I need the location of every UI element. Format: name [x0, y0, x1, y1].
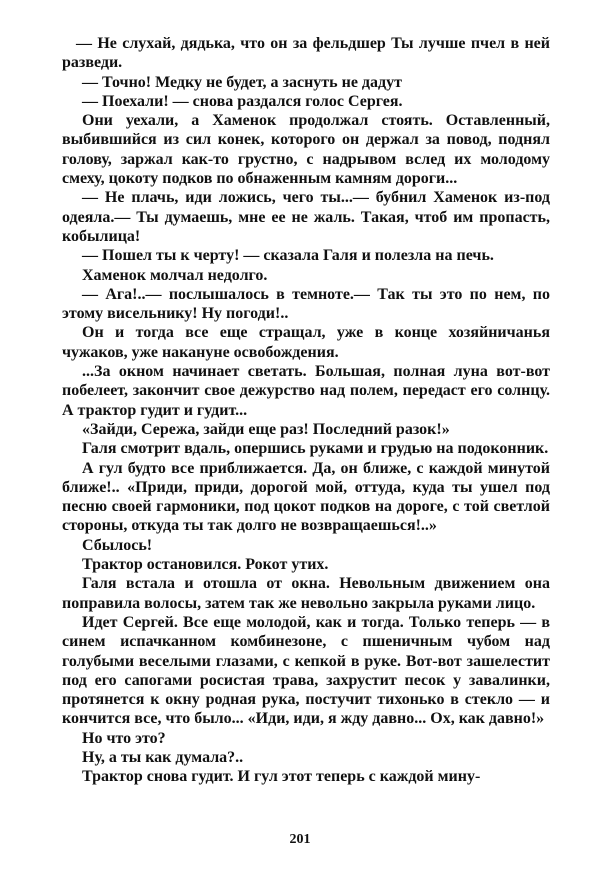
- paragraph: — Пошел ты к черту! — сказала Галя и полезла на печь.: [82, 247, 494, 265]
- paragraph: Галя встала и отошла от окна. Невольным движением она поправила волосы, затем так же невольно закрыла руками лицо.: [62, 575, 550, 612]
- paragraph: — Поехали! — снова раздался голос Сергея.: [82, 92, 403, 110]
- paragraph: Но что это?: [82, 729, 166, 747]
- paragraph: — Точно! Медку не будет, а заснуть не дадут: [82, 73, 402, 91]
- paragraph: Они уехали, а Хаменок продолжал стоять. Оставленный, выбившийся из сил конек, которого он держал за повод, поднял голову, заржал как-то грустно, с надрывом вслед их молодому смеху, цокоту подков по обнаженным камням дороги...: [62, 112, 550, 188]
- paragraph: — Не плачь, иди ложись, чего ты...— бубнил Хаменок из-под одеяла.— Ты думаешь, мне ее не жаль. Такая, чтоб им пропасть, кобылица!: [62, 189, 550, 245]
- paragraph: Хаменок молчал недолго.: [82, 266, 268, 284]
- paragraph: Ну, а ты как думала?..: [82, 748, 244, 766]
- page-number: 201: [289, 832, 311, 847]
- paragraph: Галя смотрит вдаль, опершись руками и грудью на подоконник.: [82, 440, 549, 458]
- paragraph: Он и тогда все еще стращал, уже в конце хозяйничанья чужаков, уже накануне освобождения.: [62, 324, 550, 361]
- paragraph: «Зайди, Сережа, зайди еще раз! Последний разок!»: [82, 420, 450, 438]
- paragraph: Идет Сергей. Все еще молодой, как и тогда. Только теперь — в синем испачканном комбинезоне, с пшеничным чубом над голубыми веселыми глазами, с кепкой в руке. Вот-вот зашелестит под его сапогами росистая трава, захрустит песок у завалинки, протянется к окну родная рука, постучит тихонько в стекло — и кончится все, что было... «Иди, иди, я жду давно... Ох, как давно!»: [62, 613, 550, 728]
- paragraph: Сбылось!: [82, 536, 153, 554]
- paragraph: — Ага!..— послышалось в темноте.— Так ты это по нем, по этому висельнику! Ну погоди!..: [62, 285, 550, 323]
- paragraph: Трактор снова гудит. И гул этот теперь с каждой мину-: [82, 768, 481, 786]
- page-body: [62, 34, 550, 787]
- paragraph: Трактор остановился. Рокот утих.: [82, 556, 329, 574]
- paragraph: А гул будто все приближается. Да, он ближе, с каждой минутой ближе!.. «Приди, приди, дорогой мой, оттуда, куда ты ушел под песню своей гармоники, под цокот подков на дороге, с той светлой стороны, откуда ты так долго не возвращаешься!..»: [62, 459, 550, 535]
- paragraph: — Не слухай, дядька, что он за фельдшер Ты лучше пчел в ней разведи.: [62, 35, 550, 72]
- paragraph: ...За окном начинает светать. Большая, полная луна вот-вот побелеет, закончит свое дежурство над полем, передаст его солнцу. А трактор гудит и гудит...: [62, 363, 550, 419]
